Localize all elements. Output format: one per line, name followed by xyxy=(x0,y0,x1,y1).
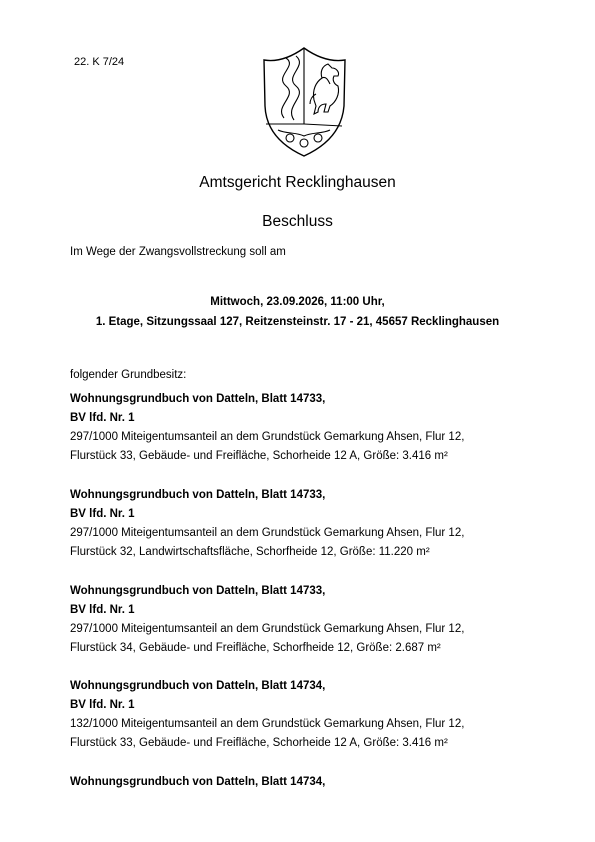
register-title: Wohnungsgrundbuch von Datteln, Blatt 14733, xyxy=(70,585,326,597)
property-entry xyxy=(70,773,540,792)
register-lfd: BV lfd. Nr. 1 xyxy=(70,508,135,520)
property-parcel: Flurstück 33, Gebäude- und Freifläche, Schorheide 12 A, Größe: 3.416 m² xyxy=(70,737,448,749)
property-entry xyxy=(70,390,540,466)
nrw-coat-of-arms-icon xyxy=(256,46,353,158)
property-intro: folgender Grundbesitz: xyxy=(70,369,187,381)
register-title: Wohnungsgrundbuch von Datteln, Blatt 14733, xyxy=(70,489,326,501)
register-title: Wohnungsgrundbuch von Datteln, Blatt 14733, xyxy=(70,393,326,405)
property-share: 297/1000 Miteigentumsanteil an dem Grundstück Gemarkung Ahsen, Flur 12, xyxy=(70,623,465,635)
auction-location: 1. Etage, Sitzungssaal 127, Reitzensteinstr. 17 - 21, 45657 Recklinghausen xyxy=(95,316,500,328)
register-lfd: BV lfd. Nr. 1 xyxy=(70,412,135,424)
case-reference: 22. K 7/24 xyxy=(74,56,125,68)
intro-text: Im Wege der Zwangsvollstreckung soll am xyxy=(70,246,286,258)
property-share: 297/1000 Miteigentumsanteil an dem Grundstück Gemarkung Ahsen, Flur 12, xyxy=(70,527,465,539)
court-name: Amtsgericht Recklinghausen xyxy=(199,174,396,191)
property-parcel: Flurstück 34, Gebäude- und Freifläche, Schorfheide 12, Größe: 2.687 m² xyxy=(70,642,441,654)
property-parcel: Flurstück 33, Gebäude- und Freifläche, Schorheide 12 A, Größe: 3.416 m² xyxy=(70,450,448,462)
property-share: 132/1000 Miteigentumsanteil an dem Grundstück Gemarkung Ahsen, Flur 12, xyxy=(70,718,465,730)
register-title: Wohnungsgrundbuch von Datteln, Blatt 14734, xyxy=(70,776,326,788)
register-title: Wohnungsgrundbuch von Datteln, Blatt 14734, xyxy=(70,680,326,692)
property-parcel: Flurstück 32, Landwirtschaftsfläche, Schorfheide 12, Größe: 11.220 m² xyxy=(70,546,430,558)
property-entry xyxy=(70,582,540,658)
register-lfd: BV lfd. Nr. 1 xyxy=(70,604,135,616)
register-lfd: BV lfd. Nr. 1 xyxy=(70,699,135,711)
auction-date: Mittwoch, 23.09.2026, 11:00 Uhr, xyxy=(210,296,385,308)
document-heading: Beschluss xyxy=(262,213,333,230)
property-share: 297/1000 Miteigentumsanteil an dem Grundstück Gemarkung Ahsen, Flur 12, xyxy=(70,431,465,443)
property-entry xyxy=(70,486,540,562)
property-entry xyxy=(70,677,540,753)
